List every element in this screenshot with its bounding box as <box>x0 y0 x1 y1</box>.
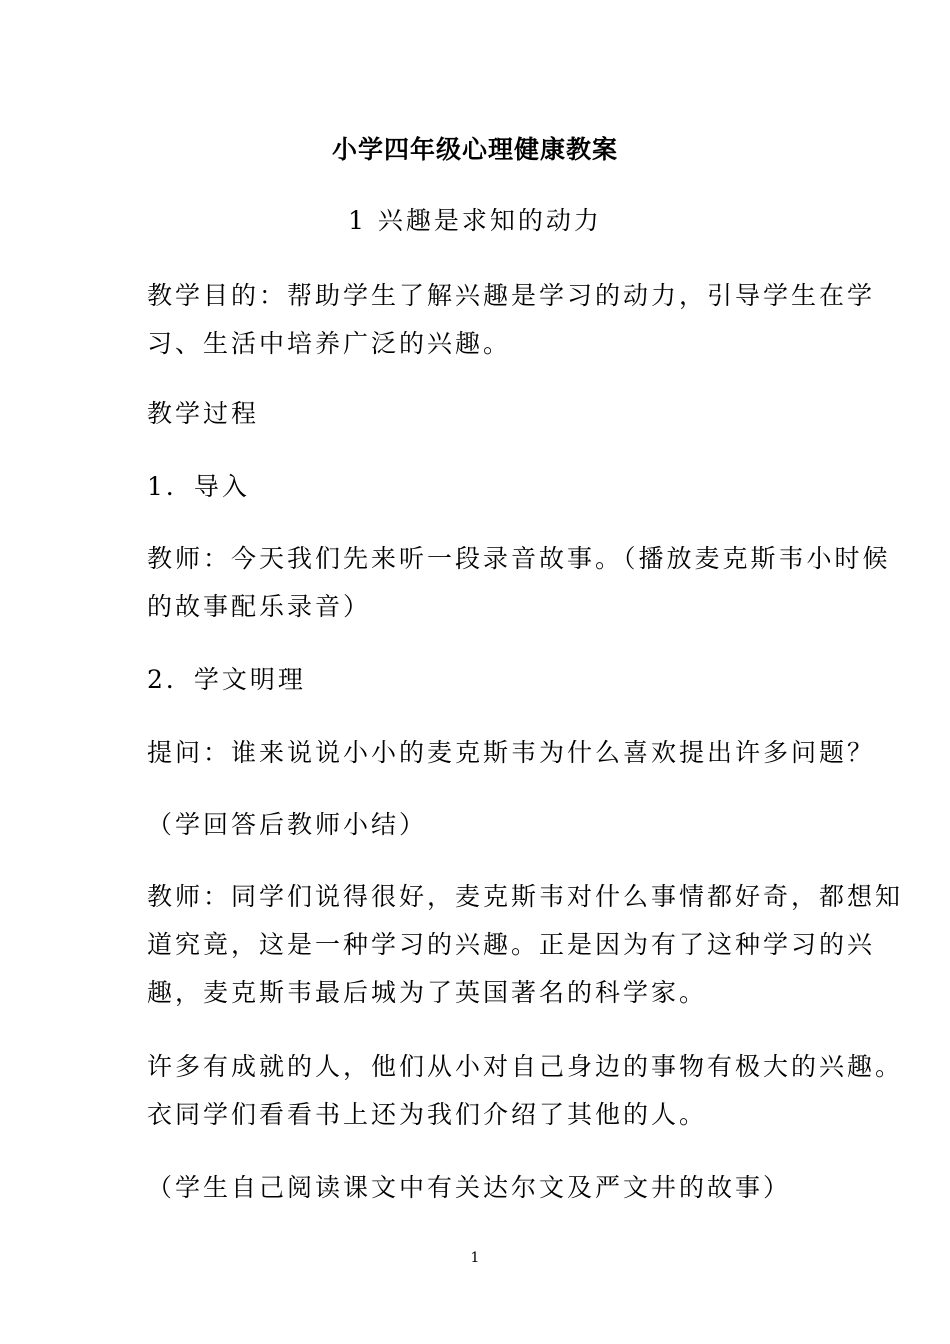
paragraph-teaching-process <box>147 390 827 438</box>
paragraph-achievers <box>147 1043 904 1139</box>
text-line: 趣，麦克斯韦最后城为了英国著名的科学家。 <box>147 978 708 1007</box>
text-line: 教学过程 <box>147 399 260 428</box>
paragraph-student-answer <box>147 801 827 849</box>
document-title: 小学四年级心理健康教案 <box>331 135 618 164</box>
text-line: 道究竟，这是一种学习的兴趣。正是因为有了这种学习的兴 <box>147 930 876 959</box>
text-line: （学回答后教师小结） <box>147 810 428 839</box>
paragraph-teaching-goal <box>147 272 876 368</box>
paragraph-section-study <box>147 656 827 704</box>
paragraph-teacher-summary <box>147 873 904 1017</box>
paragraph-teacher-story <box>147 535 891 631</box>
text-line: 教师：同学们说得很好，麦克斯韦对什么事情都好奇，都想知 <box>147 882 904 911</box>
text-line: 许多有成就的人，他们从小对自己身边的事物有极大的兴趣。 <box>147 1052 904 1081</box>
text-line: 教学目的：帮助学生了解兴趣是学习的动力，引导学生在学 <box>147 281 876 310</box>
text-line: 1．导入 <box>147 472 250 501</box>
text-line: （学生自己阅读课文中有关达尔文及严文井的故事） <box>147 1173 792 1202</box>
page-number: 1 <box>470 1250 480 1266</box>
text-line: 提问：谁来说说小小的麦克斯韦为什么喜欢提出许多问题？ <box>147 738 876 767</box>
text-line: 的故事配乐录音） <box>147 592 372 621</box>
paragraph-section-intro <box>147 463 827 511</box>
lesson-title: 1 兴趣是求知的动力 <box>348 206 602 235</box>
text-line: 习、生活中培养广泛的兴趣。 <box>147 329 512 358</box>
text-line: 教师：今天我们先来听一段录音故事。（播放麦克斯韦小时候 <box>147 544 891 573</box>
text-line: 衣同学们看看书上还为我们介绍了其他的人。 <box>147 1100 708 1129</box>
paragraph-question <box>147 729 876 777</box>
paragraph-reading-task <box>147 1164 827 1212</box>
text-line: 2．学文明理 <box>147 665 306 694</box>
